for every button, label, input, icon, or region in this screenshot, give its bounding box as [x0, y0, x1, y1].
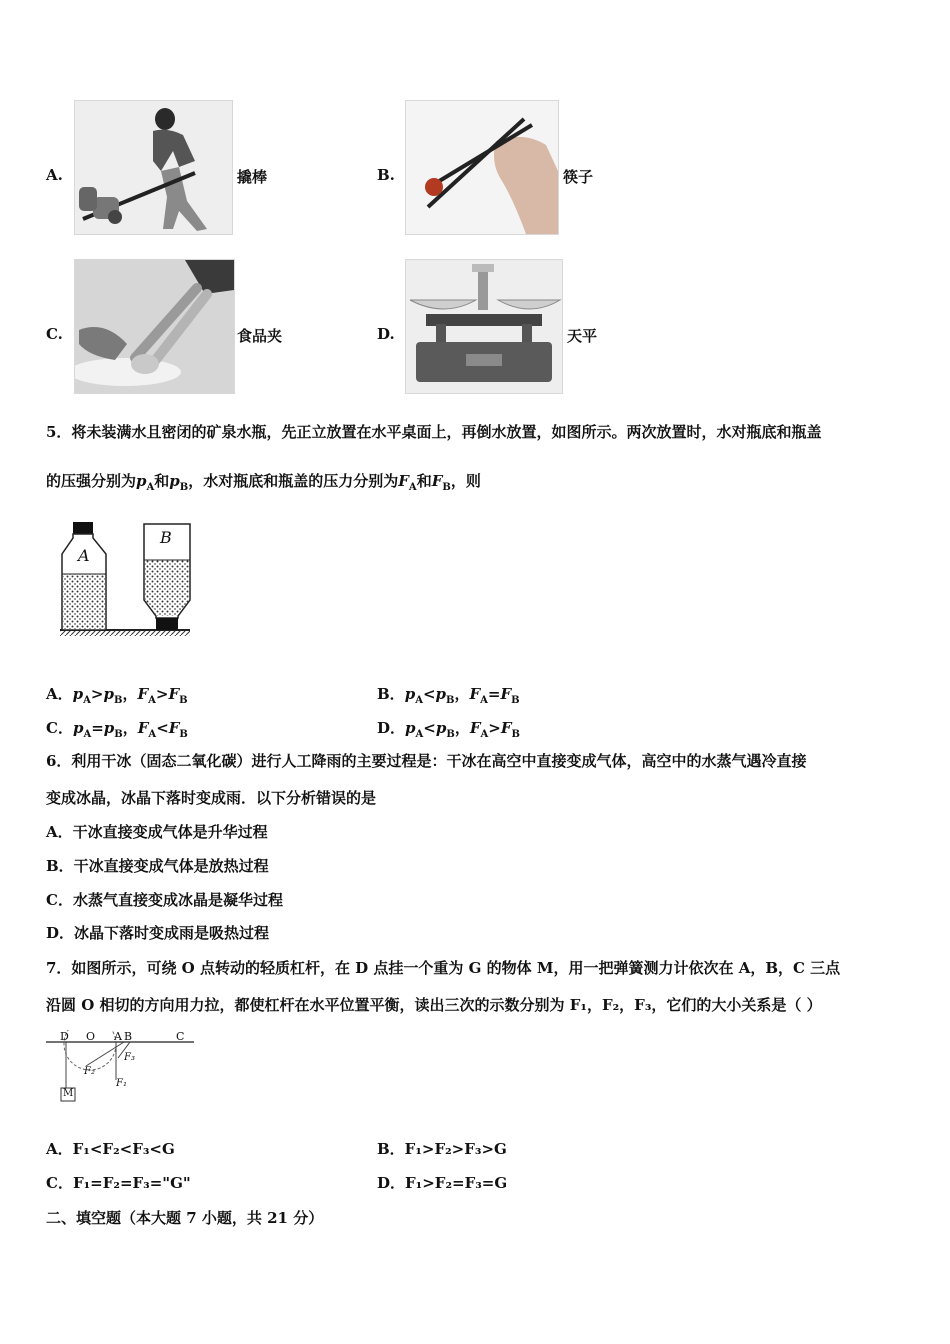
q4-option-c-label: 食品夹	[237, 327, 283, 345]
q6-option-a: A．干冰直接变成气体是升华过程	[46, 823, 268, 841]
q5-option-b: B．$p_A<p_B$，$F_A=F_B$	[377, 685, 520, 706]
q4-option-d-label: 天平	[567, 327, 598, 345]
q7-stem-line2: 沿圆 O 相切的方向用力拉，都使杠杆在水平位置平衡，读出三次的示数分别为 F₁，F₂，F₃，它们的大小关系是（ ）	[46, 996, 822, 1014]
q4-option-b-label: 筷子	[563, 168, 594, 186]
q5-option-d: D．$p_A<p_B$，$F_A>F_B$	[377, 719, 520, 740]
q4-option-a-letter: A.	[46, 166, 63, 184]
q6-option-d: D．冰晶下落时变成雨是吸热过程	[46, 924, 270, 942]
chopsticks-photo	[405, 100, 559, 235]
crowbar-photo	[74, 100, 233, 235]
q4-option-d-letter: D.	[377, 325, 395, 343]
q6-stem-line1: 6．利用干冰（固态二氧化碳）进行人工降雨的主要过程是：干冰在高空中直接变成气体，高空中的水蒸气遇冷直接	[46, 752, 807, 770]
section2-title: 二、填空题（本大题 7 小题，共 21 分）	[46, 1209, 324, 1227]
q4-option-a-label: 撬棒	[237, 168, 268, 186]
lever-point-b: B	[124, 1030, 133, 1043]
q7-option-a: A．F₁<F₂<F₃<G	[46, 1140, 175, 1158]
lever-point-d: D	[60, 1030, 69, 1043]
q7-option-d: D．F₁>F₂=F₃=G	[377, 1174, 508, 1192]
balance-scale-photo	[405, 259, 563, 394]
force-f2-label: F₂	[84, 1066, 95, 1077]
bottle-a-label: A	[78, 546, 90, 565]
q5-bottles-diagram	[56, 520, 196, 640]
q4-option-c-letter: C.	[46, 325, 63, 343]
food-tongs-photo	[74, 259, 235, 394]
q7-lever-diagram	[44, 1030, 200, 1106]
q7-stem-line1: 7．如图所示，可绕 O 点转动的轻质杠杆，在 D 点挂一个重为 G 的物体 M，用一把弹簧测力计依次在 A，B，C 三点	[46, 959, 841, 977]
q6-option-b: B．干冰直接变成气体是放热过程	[46, 857, 269, 875]
q7-option-b: B．F₁>F₂>F₃>G	[377, 1140, 507, 1158]
bottle-b-label: B	[160, 528, 172, 547]
lever-point-o: O	[86, 1030, 96, 1043]
q5-option-a: A．$p_A>p_B$，$F_A>F_B$	[46, 685, 188, 706]
q6-option-c: C．水蒸气直接变成冰晶是凝华过程	[46, 891, 283, 909]
lever-point-a: A	[114, 1030, 122, 1043]
force-f3-label: F₃	[124, 1052, 135, 1063]
lever-point-c: C	[176, 1030, 185, 1043]
q6-stem-line2: 变成冰晶，冰晶下落时变成雨．以下分析错误的是	[46, 789, 377, 807]
q5-stem-line2: 的压强分别为$p_A$和$p_B$，水对瓶底和瓶盖的压力分别为$F_A$和$F_B$，则	[46, 472, 481, 493]
q7-option-c: C．F₁=F₂=F₃="G"	[46, 1174, 191, 1192]
weight-m-label: M	[63, 1088, 74, 1099]
q5-option-c: C．$p_A=p_B$，$F_A<F_B$	[46, 719, 188, 740]
q5-stem-line1: 5．将未装满水且密闭的矿泉水瓶，先正立放置在水平桌面上，再倒水放置，如图所示。两次放置时，水对瓶底和瓶盖	[46, 423, 822, 441]
q4-option-b-letter: B.	[377, 166, 395, 184]
force-f1-label: F₁	[116, 1078, 127, 1089]
